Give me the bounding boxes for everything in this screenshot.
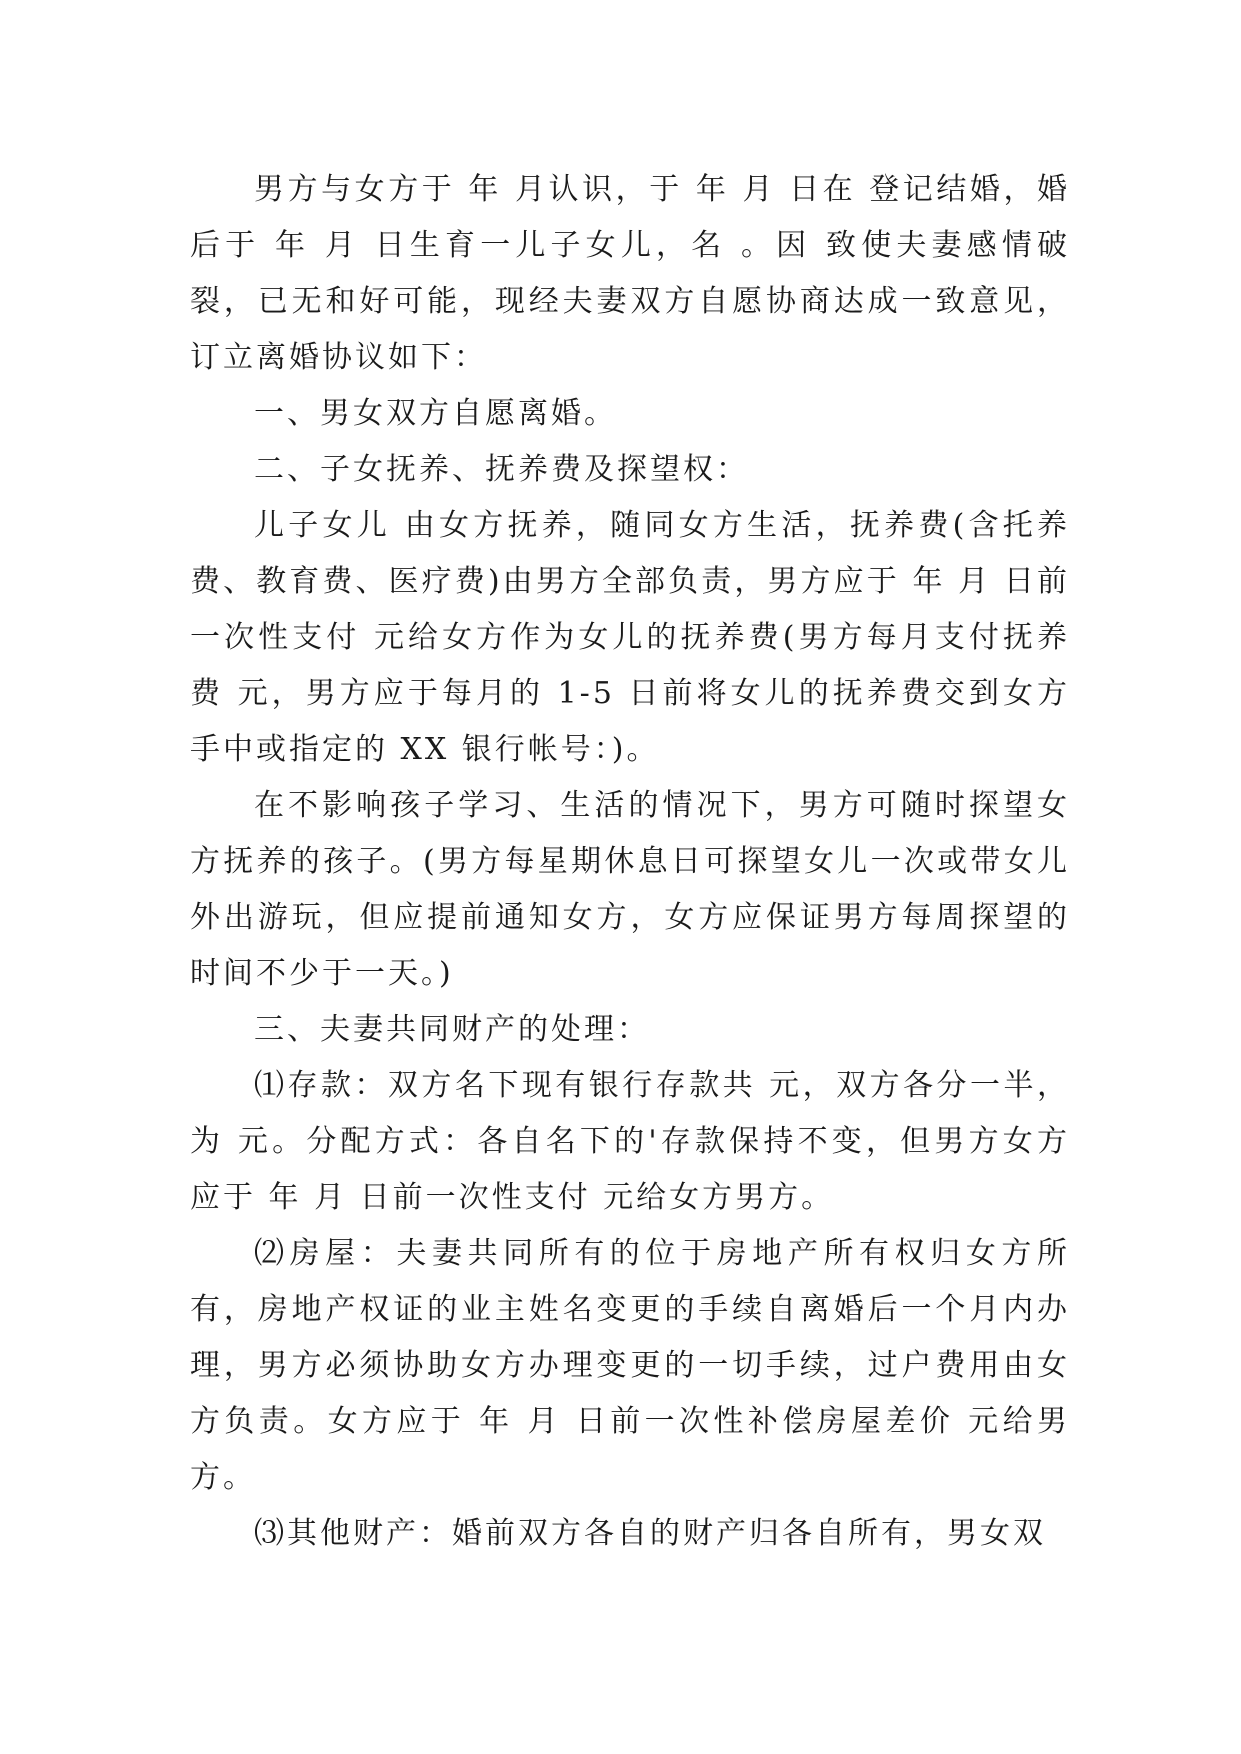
paragraph-child-support: 儿子女儿 由女方抚养，随同女方生活，抚养费(含托养费、教育费、医疗费)由男方全部负责，男方应于 年 月 日前一次性支付 元给女方作为女儿的抚养费(男方每月支付抚养费 元，男方应于每月的 1-5 日前将女儿的抚养费交到女方手中或指定的 XX 银行帐号：)。 <box>190 508 1070 767</box>
paragraph-intro: 男方与女方于 年 月认识，于 年 月 日在 登记结婚，婚后于 年 月 日生育一儿子女儿，名 。因 致使夫妻感情破裂，已无和好可能，现经夫妻双方自愿协商达成一致意见，订立离婚协议如下： <box>190 172 1070 375</box>
paragraph-other-property: ⑶其他财产：婚前双方各自的财产归各自所有，男女双 <box>254 1516 1046 1551</box>
clause-2-heading: 二、子女抚养、抚养费及探望权： <box>254 452 749 487</box>
document-body <box>190 162 1070 1562</box>
clause-3-heading: 三、夫妻共同财产的处理： <box>254 1012 650 1047</box>
paragraph-house: ⑵房屋：夫妻共同所有的位于房地产所有权归女方所有，房地产权证的业主姓名变更的手续自离婚后一个月内办理，男方必须协助女方办理变更的一切手续，过户费用由女方负责。女方应于 年 月 日前一次性补偿房屋差价 元给男方。 <box>190 1236 1070 1495</box>
paragraph-deposits: ⑴存款：双方名下现有银行存款共 元，双方各分一半，为 元。分配方式：各自名下的'存款保持不变，但男方女方应于 年 月 日前一次性支付 元给女方男方。 <box>190 1068 1070 1215</box>
paragraph-visitation: 在不影响孩子学习、生活的情况下，男方可随时探望女方抚养的孩子。(男方每星期休息日可探望女儿一次或带女儿外出游玩，但应提前通知女方，女方应保证男方每周探望的时间不少于一天。) <box>190 788 1070 991</box>
clause-1-heading: 一、男女双方自愿离婚。 <box>254 396 617 431</box>
